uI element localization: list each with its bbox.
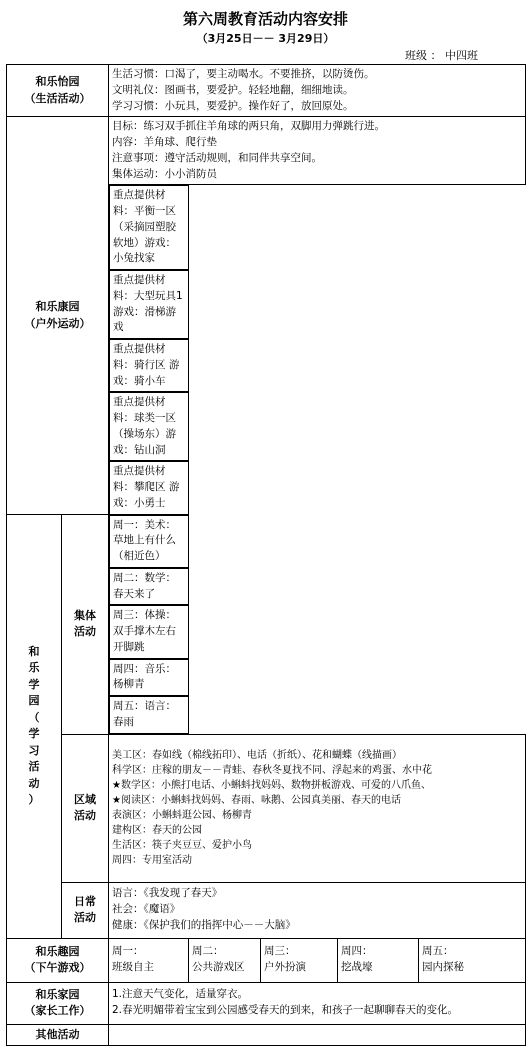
outdoor-line: 目标：练习双手抓住羊角球的两只角，双脚用力弹跳行进。 (112, 120, 385, 133)
life-header: 和乐怡园 （生活活动） (7, 65, 109, 117)
family-content (109, 982, 526, 1024)
group-day-2: 周二：数学：春天来了 (109, 568, 189, 606)
afternoon-day-2: 周二： 公共游戏区 (189, 938, 261, 982)
area-line: 生活区：筷子夹豆豆、爱护小鸟 (112, 840, 252, 851)
area-line: 科学区：庄稼的朋友－－青蛙、春秋冬夏找不同、浮起来的鸡蛋、水中花 (112, 765, 432, 776)
outdoor-zone-5: 重点提供材料：攀爬区 游戏：小勇士 (109, 461, 189, 514)
area-activity-row (7, 734, 526, 882)
outdoor-goals-row (7, 117, 526, 185)
area-activity-content (109, 734, 526, 882)
outdoor-line: 内容：羊角球、爬行垫 (112, 136, 217, 148)
outdoor-header: 和乐康园 （户外运动） (7, 117, 109, 515)
group-activity-row (7, 515, 526, 735)
group-day-3: 周三：体操：双手撑木左右开脚跳 (109, 605, 189, 658)
page-title: 第六周教育活动内容安排 (182, 10, 348, 28)
afternoon-day-3: 周三： 户外扮演 (261, 938, 338, 982)
group-activity-header: 集体 活动 (62, 515, 109, 735)
outdoor-zone-1: 重点提供材料：平衡一区（采摘园塑胶软地）游戏：小兔找家 (109, 185, 189, 270)
afternoon-day-5: 周五： 园内探秘 (419, 938, 526, 982)
group-day-1: 周一：美术：草地上有什么（相近色） (109, 515, 189, 568)
afternoon-day-4: 周四： 挖战壕 (338, 938, 419, 982)
group-day-4: 周四：音乐：杨柳青 (109, 659, 189, 697)
afternoon-header: 和乐趣园 （下午游戏） (7, 938, 109, 982)
schedule-table (6, 64, 526, 1046)
group-day-5: 周五：语言：春雨 (109, 696, 189, 734)
other-header: 其他活动 (7, 1024, 109, 1046)
outdoor-zone-2: 重点提供材料：大型玩具1 游戏：滑梯游戏 (109, 270, 189, 339)
area-line: 美工区：春如线（棉线拓印）、电话（折纸）、花和蝴蝶（线描画） (112, 750, 402, 761)
date-range: （3月25日－－ 3月29日） (196, 32, 335, 45)
outdoor-content (109, 117, 526, 185)
afternoon-row (7, 938, 526, 982)
family-line: 1.注意天气变化，适量穿衣。 (112, 988, 249, 1001)
family-header: 和乐家园 （家长工作） (7, 982, 109, 1024)
life-line: 生活习惯：口渴了，要主动喝水。不要推挤，以防烫伤。 (112, 68, 375, 80)
life-line: 学习习惯：小玩具，要爱护。操作好了，放回原处。 (112, 99, 354, 112)
outdoor-zone-3: 重点提供材料：骑行区 游戏：骑小车 (109, 339, 189, 392)
area-line: ★数学区：小熊打电话、小蝌蚪找妈妈、数物拼板游戏、可爱的八爪鱼、 (112, 780, 431, 791)
learning-header: 和 乐 学 园 （ 学 习 活 动 ） (7, 515, 62, 939)
daily-activity-header: 日常 活动 (62, 882, 109, 938)
daily-activity-content (109, 882, 526, 938)
area-line: ★阅读区：小蝌蚪找妈妈、春雨、咏鹅、公园真美丽、春天的电话 (112, 795, 401, 806)
class-label: 班级 ： 中四班 (405, 49, 478, 62)
other-row (7, 1024, 526, 1046)
life-row (7, 65, 526, 117)
family-line: 2.春光明媚带着宝宝到公园感受春天的到来，和孩子一起聊聊春天的变化。 (112, 1004, 459, 1016)
other-content (109, 1024, 526, 1046)
family-row (7, 982, 526, 1024)
daily-line: 社会：《魔语》 (112, 903, 181, 916)
outdoor-zone-4: 重点提供材料：球类一区（操场东）游戏：钻山洞 (109, 392, 189, 461)
daily-activity-row (7, 882, 526, 938)
afternoon-day-1: 周一： 班级自主 (109, 938, 189, 982)
area-line: 周四：专用室活动 (112, 855, 192, 866)
life-line: 文明礼仪：图画书，要爱护。轻轻地翻，细细地读。 (112, 83, 354, 96)
life-content (109, 65, 526, 117)
area-line: 表演区：小蝌蚪逛公园、杨柳青 (112, 810, 252, 821)
outdoor-line: 注意事项：遵守活动规则，和同伴共享空间。 (112, 151, 322, 164)
daily-line: 语言：《我发现了春天》 (112, 887, 223, 900)
area-activity-header: 区域 活动 (62, 734, 109, 882)
daily-line: 健康：《保护我们的指挥中心－－大脑》 (112, 918, 296, 931)
area-line: 建构区：春天的公园 (112, 825, 202, 836)
outdoor-line: 集体运动：小小消防员 (112, 167, 217, 180)
